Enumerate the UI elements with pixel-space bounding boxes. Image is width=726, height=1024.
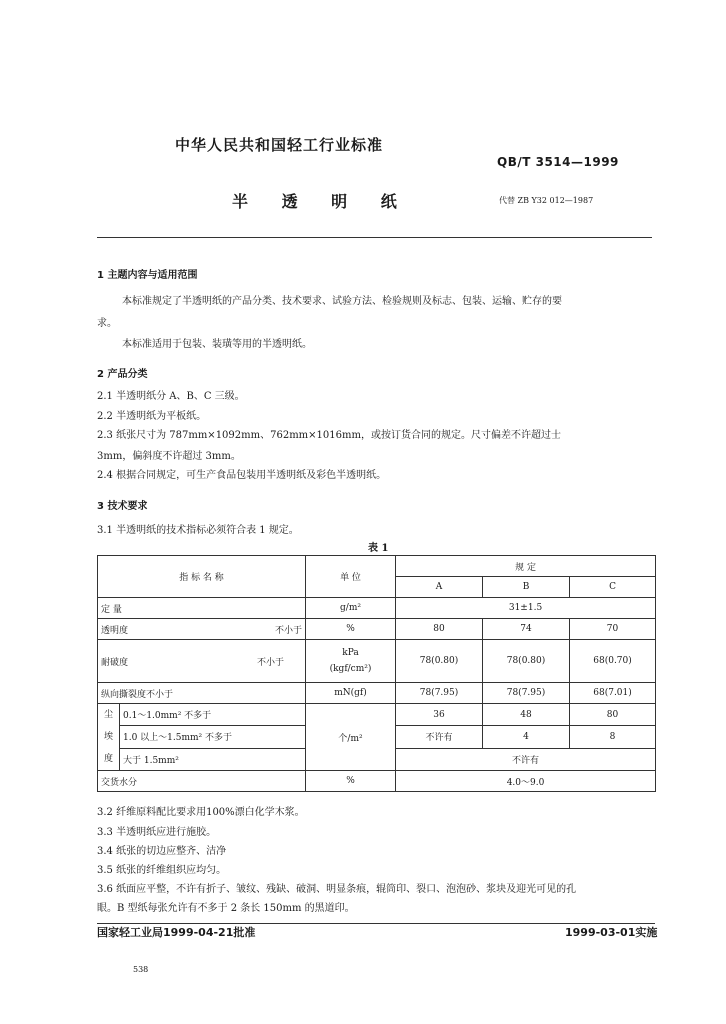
page-number: 538 [133, 965, 149, 974]
row-transparency-b: 74 [483, 619, 570, 640]
row-dirt-group-label [98, 704, 120, 771]
s1-paragraph-1-cont: 求。 [97, 318, 117, 329]
row-tear-name: 纵向撕裂度不小于 [98, 683, 306, 704]
header-grade-a: A [396, 577, 483, 598]
burst-unit-kpa: kPa [342, 648, 359, 658]
table-row [98, 640, 656, 683]
header-grade-c: C [570, 577, 656, 598]
table-caption: 表 1 [368, 543, 389, 554]
row-dirt2-c: 8 [570, 726, 656, 748]
row-transparency-a: 80 [396, 619, 483, 640]
row-dirt-unit: 个/m² [306, 704, 396, 771]
clause-3-3: 3.3 半透明纸应进行施胶。 [97, 827, 217, 838]
row-quantity-unit: g/m² [306, 598, 396, 619]
row-dirt1-c: 80 [570, 704, 656, 726]
dirt-char-2: 埃 [103, 732, 113, 742]
dirt-char-3: 度 [103, 754, 113, 764]
row-dirt2-name: 1.0 以上～1.5mm² 不多于 [120, 726, 306, 748]
dirt-char-1: 尘 [103, 710, 113, 720]
row-burst-unit [306, 640, 396, 683]
row-tear-unit: mN(gf) [306, 683, 396, 704]
header-rule [97, 237, 652, 238]
clause-2-4: 2.4 根据合同规定，可生产食品包装用半透明纸及彩色半透明纸。 [97, 470, 387, 481]
row-burst-c: 68(0.70) [570, 640, 656, 683]
spec-table [97, 555, 655, 792]
implementation-date: 1999-03-01实施 [565, 926, 658, 939]
standard-code: QB/T 3514—1999 [497, 155, 619, 169]
section-1-title: 1 主题内容与适用范围 [97, 270, 198, 281]
transparency-label: 透明度 [101, 625, 129, 636]
row-quantity-name: 定 量 [98, 598, 306, 619]
row-moisture-name: 交货水分 [98, 771, 306, 792]
burst-label: 耐破度 [101, 657, 129, 668]
row-transparency-name [98, 619, 306, 640]
clause-3-5: 3.5 纸张的纤维组织应均匀。 [97, 865, 227, 876]
clause-3-6-cont: 眼。B 型纸每张允许有不多于 2 条长 150mm 的黑道印。 [97, 903, 355, 914]
s1-paragraph-2: 本标准适用于包装、装璜等用的半透明纸。 [122, 339, 312, 350]
header-grade-b: B [483, 577, 570, 598]
approval-line: 国家轻工业局1999-04-21批准 [97, 926, 256, 939]
table-row [98, 598, 656, 619]
header-unit: 单 位 [306, 556, 396, 598]
row-transparency-c: 70 [570, 619, 656, 640]
row-dirt3-name: 大于 1.5mm² [120, 748, 306, 770]
replaces-note: 代替 ZB Y32 012—1987 [499, 196, 594, 205]
s1-paragraph-1: 本标准规定了半透明纸的产品分类、技术要求、试验方法、检验规则及标志、包装、运输、贮存的要 [122, 296, 562, 307]
section-3-title: 3 技术要求 [97, 501, 148, 512]
row-tear-a: 78(7.95) [396, 683, 483, 704]
clause-2-1: 2.1 半透明纸分 A、B、C 三级。 [97, 391, 245, 402]
burst-condition: 不小于 [256, 657, 284, 668]
row-dirt3-value: 不许有 [396, 748, 656, 770]
row-tear-c: 68(7.01) [570, 683, 656, 704]
burst-unit-kgf: (kgf/cm²) [329, 664, 372, 674]
row-quantity-value: 31±1.5 [396, 598, 656, 619]
table-row [98, 771, 656, 792]
clause-3-6: 3.6 纸面应平整，不许有折子、皱纹、残缺、破洞、明显条痕，辊筒印、裂口、泡泡砂、浆块及迎光可见的孔 [97, 884, 577, 895]
clause-3-4: 3.4 纸张的切边应整齐、洁净 [97, 846, 227, 857]
clause-2-3: 2.3 纸张尺寸为 787mm×1092mm、762mm×1016mm，或按订货合同的规定。尺寸偏差不许超过士 [97, 430, 561, 441]
header-index-name: 指 标 名 称 [98, 556, 306, 598]
table-row [98, 683, 656, 704]
row-transparency-unit: % [306, 619, 396, 640]
clause-2-2: 2.2 半透明纸为平板纸。 [97, 411, 207, 422]
table-row [98, 704, 656, 726]
issuing-organization: 中华人民共和国轻工行业标准 [175, 136, 384, 154]
clause-3-1: 3.1 半透明纸的技术指标必须符合表 1 规定。 [97, 525, 299, 536]
row-burst-b: 78(0.80) [483, 640, 570, 683]
section-2-title: 2 产品分类 [97, 369, 148, 380]
clause-2-3-cont: 3mm，偏斜度不许超过 3mm。 [97, 451, 241, 462]
row-dirt1-b: 48 [483, 704, 570, 726]
row-dirt1-a: 36 [396, 704, 483, 726]
row-dirt2-a: 不许有 [396, 726, 483, 748]
header-spec: 规 定 [396, 556, 656, 577]
row-tear-b: 78(7.95) [483, 683, 570, 704]
row-moisture-unit: % [306, 771, 396, 792]
transparency-condition: 不小于 [274, 625, 302, 636]
row-moisture-value: 4.0～9.0 [396, 771, 656, 792]
clause-3-2: 3.2 纤维原料配比要求用100%漂白化学木浆。 [97, 807, 305, 818]
row-dirt1-name: 0.1～1.0mm² 不多于 [120, 704, 306, 726]
table-row [98, 619, 656, 640]
row-burst-a: 78(0.80) [396, 640, 483, 683]
row-burst-name [98, 640, 306, 683]
document-title: 半 透 明 纸 [232, 192, 411, 211]
row-dirt2-b: 4 [483, 726, 570, 748]
